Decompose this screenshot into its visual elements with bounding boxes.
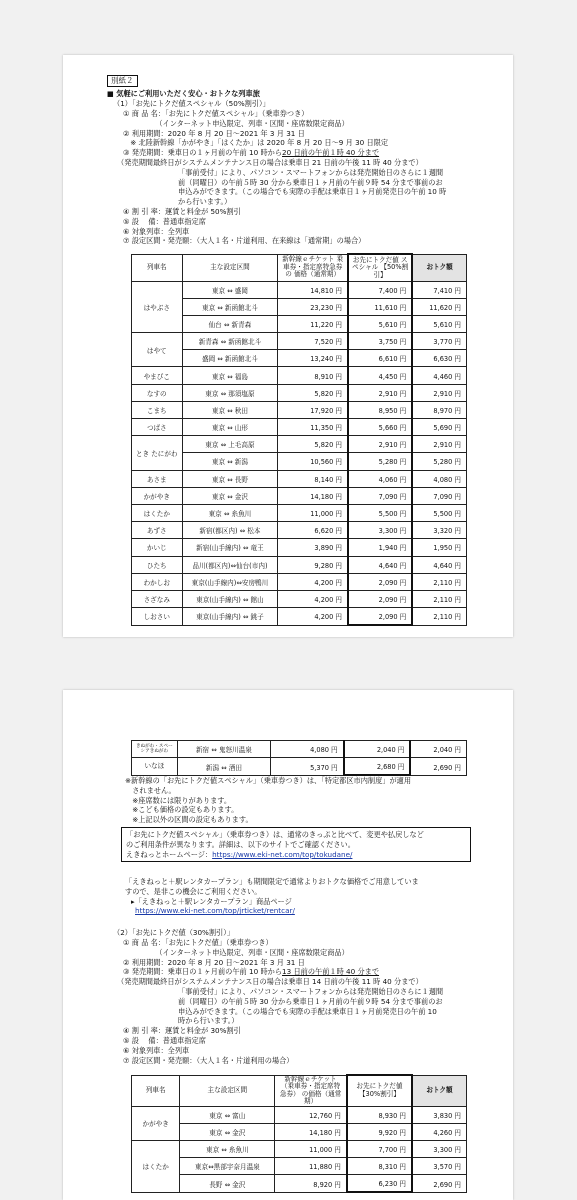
section-cell: 東京 ⇔ 那須塩原	[182, 384, 278, 401]
box-line: のご利用条件が異なります。詳細は、以下のサイトでご確認ください。	[126, 839, 355, 849]
savings-cell: 5,690 円	[412, 419, 466, 436]
special-price-cell: 1,940 円	[348, 539, 412, 556]
special-price-cell: 7,700 円	[347, 1140, 412, 1157]
train-name-cell: いなほ	[132, 758, 178, 776]
detail-line: ① 商 品 名：「お先にトクだ値」（乗車券つき）	[123, 938, 273, 947]
price-cell: 6,620 円	[278, 522, 348, 539]
detail-line: （インターネット申込限定、列車・区間・座席数限定商品）	[123, 118, 349, 128]
table-row	[132, 367, 467, 384]
detail-line: ② 利用期間：2020 年 8 月 20 日～2021 年 3 月 31 日	[123, 957, 305, 967]
table-row	[132, 1123, 467, 1140]
savings-cell: 5,610 円	[412, 315, 466, 332]
section-cell: 東京 ⇔ 長野	[182, 470, 278, 487]
detail-line: ② 利用期間：2020 年 8 月 20 日～2021 年 3 月 31 日	[123, 128, 305, 138]
rentacar-block	[125, 877, 419, 916]
savings-cell: 2,110 円	[412, 608, 466, 626]
rent-line: 「えきねっと＋駅レンタカープラン」も期間限定で通常よりおトクな価格でご用意していま	[125, 877, 419, 886]
special-price-cell: 3,300 円	[348, 522, 412, 539]
special-price-cell: 5,660 円	[348, 419, 412, 436]
savings-cell: 2,110 円	[412, 590, 466, 607]
subsection-title-2: （2）「お先にトクだ値（30%割引）」	[113, 928, 235, 937]
price-cell: 8,910 円	[278, 367, 348, 384]
table-row	[132, 487, 467, 504]
table-row	[132, 281, 467, 298]
section-cell: 東京 ⇔ 金沢	[182, 487, 278, 504]
train-name-cell: わかしお	[132, 573, 183, 590]
train-name-cell: ひたち	[132, 556, 183, 573]
table-row	[132, 384, 467, 401]
price-cell: 10,560 円	[278, 453, 348, 470]
section-heading: ■ 気軽にご利用いただく安心・おトクな列車旅	[107, 89, 260, 98]
price-cell: 14,810 円	[278, 281, 348, 298]
table-row	[132, 1158, 467, 1175]
detail-line: ① 商 品 名：「お先にトクだ値スペシャル」（乗車券つき）	[123, 109, 309, 118]
col-section: 主な設定区間	[180, 1075, 275, 1106]
col-train: 列車名	[132, 1075, 180, 1106]
detail-line: （発売期間最終日がシステムメンテナンス日の場合は乗車日 14 日前の午後 11 時 40 分まで）	[117, 977, 423, 987]
train-name-cell: とき たにがわ	[132, 436, 183, 470]
special-price-cell: 4,450 円	[348, 367, 412, 384]
price-cell: 4,200 円	[278, 608, 348, 626]
table-row	[132, 1140, 467, 1157]
savings-cell: 3,300 円	[412, 1140, 466, 1157]
section-cell: 新宿(都区内) ⇔ 松本	[182, 522, 278, 539]
savings-cell: 1,950 円	[412, 539, 466, 556]
section-cell: 品川(都区内)⇔仙台(市内)	[182, 556, 278, 573]
special-price-cell: 4,640 円	[348, 556, 412, 573]
sale-period-line: ③ 発売期間：乗車日の１ヶ月前の午前 10 時から20 日前の午前１時 40 分まで	[123, 148, 380, 158]
table-row	[132, 741, 467, 758]
table-row	[132, 419, 467, 436]
savings-cell: 3,570 円	[412, 1158, 466, 1175]
savings-cell: 3,830 円	[412, 1106, 466, 1123]
detail-line: ⑥ 対象列車：全列車	[123, 1045, 190, 1055]
train-name-cell: はやて	[132, 333, 183, 367]
savings-cell: 4,640 円	[412, 556, 466, 573]
savings-cell: 4,080 円	[412, 470, 466, 487]
special-price-cell: 5,610 円	[348, 315, 412, 332]
sale-deadline: 13 日前の午前１時 40 分まで	[282, 967, 380, 977]
savings-cell: 5,280 円	[412, 453, 466, 470]
price-cell: 7,520 円	[278, 333, 348, 350]
document-page-1	[63, 55, 513, 637]
special-price-cell: 7,400 円	[348, 281, 412, 298]
special-price-cell: 8,310 円	[347, 1158, 412, 1175]
box-link-line: えきねっとホームページ：https://www.eki-net.com/top/tokudane/	[126, 849, 353, 859]
detail-line: 前（同曜日）の午前５時 30 分から乗車日１ヶ月前の午前９時 54 分まで事前のお	[178, 996, 443, 1006]
savings-cell: 6,630 円	[412, 350, 466, 367]
detail-line: ※ 北陸新幹線「かがやき」「はくたか」は 2020 年 8 月 20 日～9 月 30 日限定	[123, 138, 389, 148]
train-name-cell: こまち	[132, 401, 183, 418]
savings-cell: 3,770 円	[412, 333, 466, 350]
price-cell: 11,350 円	[278, 419, 348, 436]
table-row	[132, 1106, 467, 1123]
special-price-cell: 2,910 円	[348, 384, 412, 401]
savings-cell: 3,320 円	[412, 522, 466, 539]
note-line: ※こども価格の設定もあります。	[125, 805, 239, 815]
special-price-cell: 2,680 円	[344, 758, 411, 776]
price-cell: 5,820 円	[278, 384, 348, 401]
detail-line: から行います。）	[178, 197, 232, 207]
train-name-cell: はくたか	[132, 504, 183, 521]
table-row	[132, 1175, 467, 1193]
price-cell: 11,000 円	[275, 1140, 347, 1157]
price-cell: 17,920 円	[278, 401, 348, 418]
box-line: 「お先にトクだ値スペシャル」（乗車券つき）は、通常のきっぷと比べて、変更や払戻しなど	[126, 830, 424, 839]
detail-line: ⑤ 設 備：普通車指定席	[123, 1035, 206, 1045]
special-price-cell: 6,610 円	[348, 350, 412, 367]
detail-line: 「事前受付」により、パソコン・スマートフォンからは発売開始日のさらに１週間	[178, 167, 444, 177]
table-row	[132, 758, 467, 776]
train-name-cell: つばさ	[132, 419, 183, 436]
table-row	[132, 401, 467, 418]
section-cell: 盛岡 ⇔ 新函館北斗	[182, 350, 278, 367]
price-cell: 13,240 円	[278, 350, 348, 367]
table-row	[132, 556, 467, 573]
section-cell: 東京 ⇔ 福島	[182, 367, 278, 384]
savings-cell: 2,110 円	[412, 573, 466, 590]
savings-cell: 4,460 円	[412, 367, 466, 384]
section-cell: 東京 ⇔ 糸魚川	[180, 1140, 275, 1157]
col-train: 列車名	[132, 254, 183, 281]
detail-line: ⑤ 設 備：普通車指定席	[123, 216, 206, 226]
sale-deadline: 20 日前の午前１時 40 分まで	[282, 148, 380, 158]
price-cell: 3,890 円	[278, 539, 348, 556]
price-cell: 11,000 円	[278, 504, 348, 521]
train-name-cell: かがやき	[132, 1106, 180, 1140]
train-name-cell: きぬがわ・スペーシアきぬがわ	[132, 741, 178, 758]
price-cell: 14,180 円	[275, 1123, 347, 1140]
special-price-cell: 2,910 円	[348, 436, 412, 453]
train-name-cell: さざなみ	[132, 590, 183, 607]
detail-line: ⑥ 対象列車：全列車	[123, 226, 190, 236]
detail-line: ⑦ 設定区間・発売額：（大人１名・片道利用、在来線は「通常期」の場合）	[123, 236, 366, 246]
savings-cell: 2,690 円	[410, 758, 466, 776]
special-price-cell: 5,280 円	[348, 453, 412, 470]
rent-line: すので、是非この機会にご利用ください。	[125, 886, 262, 896]
price-cell: 8,920 円	[275, 1175, 347, 1193]
special-price-cell: 8,950 円	[348, 401, 412, 418]
special-price-cell: 2,090 円	[348, 590, 412, 607]
savings-cell: 2,910 円	[412, 436, 466, 453]
col-savings: おトク額	[412, 1075, 466, 1106]
table-row	[132, 590, 467, 607]
savings-cell: 5,500 円	[412, 504, 466, 521]
rentacar-link[interactable]: https://www.eki-net.com/top/jrticket/rentcar/	[135, 906, 295, 916]
section-cell: 新宿 ⇔ 鬼怒川温泉	[177, 741, 270, 758]
savings-cell: 2,910 円	[412, 384, 466, 401]
section-cell: 東京 ⇔ 盛岡	[182, 281, 278, 298]
section-cell: 新潟 ⇔ 酒田	[177, 758, 270, 776]
savings-cell: 7,090 円	[412, 487, 466, 504]
train-name-cell: やまびこ	[132, 367, 183, 384]
col-special: お先にトクだ値 スペシャル 【50%割引】	[348, 254, 412, 281]
train-name-cell: かがやき	[132, 487, 183, 504]
table-row	[132, 350, 467, 367]
table-row	[132, 608, 467, 626]
section-cell: 長野 ⇔ 金沢	[180, 1175, 275, 1193]
col-price: 新幹線ｅチケット 乗車券・指定席特急券の 価格（通常期）	[278, 254, 348, 281]
detail-line: 「事前受付」により、パソコン・スマートフォンからは発売開始日のさらに１週間	[178, 986, 444, 996]
special-price-cell: 3,750 円	[348, 333, 412, 350]
savings-cell: 4,260 円	[412, 1123, 466, 1140]
section-cell: 東京⇔黒部宇奈月温泉	[180, 1158, 275, 1175]
section-cell: 東京 ⇔ 山形	[182, 419, 278, 436]
train-name-cell: はくたか	[132, 1140, 180, 1192]
col-section: 主な設定区間	[182, 254, 278, 281]
train-name-cell: かいじ	[132, 539, 183, 556]
special-price-cell: 6,230 円	[347, 1175, 412, 1193]
sale-period-line: ③ 発売期間：乗車日の１ヶ月前の午前 10 時から13 日前の午前１時 40 分まで	[123, 967, 380, 977]
detail-line: ④ 割 引 率：運賃と料金が 30%割引	[123, 1026, 241, 1036]
price-cell: 11,880 円	[275, 1158, 347, 1175]
train-name-cell: しおさい	[132, 608, 183, 626]
price-cell: 8,140 円	[278, 470, 348, 487]
table-row	[132, 315, 467, 332]
savings-cell: 2,040 円	[410, 741, 466, 758]
savings-cell: 7,410 円	[412, 281, 466, 298]
price-cell: 4,200 円	[278, 590, 348, 607]
table-row	[132, 333, 467, 350]
note-line: ※座席数には限りがあります。	[125, 795, 232, 805]
product-details-2	[117, 938, 444, 1065]
section-cell: 東京(山手線内) ⇔ 館山	[182, 590, 278, 607]
price-cell: 4,080 円	[271, 741, 344, 758]
section-cell: 東京 ⇔ 秋田	[182, 401, 278, 418]
train-name-cell: なすの	[132, 384, 183, 401]
price-cell: 5,370 円	[271, 758, 344, 776]
conditions-box	[121, 827, 471, 862]
section-cell: 新宿(山手線内) ⇔ 竜王	[182, 539, 278, 556]
special-price-cell: 7,090 円	[348, 487, 412, 504]
detail-line: ④ 割 引 率：運賃と料金が 50%割引	[123, 206, 241, 216]
section-cell: 東京 ⇔ 糸魚川	[182, 504, 278, 521]
subsection-title-1: （1）「お先にトクだ値スペシャル（50%割引）」	[113, 99, 270, 108]
section-cell: 東京 ⇔ 新函館北斗	[182, 298, 278, 315]
section-cell: 東京 ⇔ 上毛高原	[182, 436, 278, 453]
price-cell: 5,820 円	[278, 436, 348, 453]
price-cell: 23,230 円	[278, 298, 348, 315]
detail-line: ⑦ 設定区間・発売額：（大人１名・片道利用の場合）	[123, 1055, 294, 1065]
product-details-1	[117, 109, 447, 246]
fare-table-30	[131, 1074, 467, 1193]
detail-line: 申込みができます。（この場合でも実際の手配は乗車日１ヶ月前発売日の午前 10	[178, 1006, 437, 1016]
savings-cell: 2,690 円	[412, 1175, 466, 1193]
detail-line: 申込みができます。（この場合でも実際の手配は乗車日１ヶ月前発売日の午前 10 時	[178, 187, 447, 197]
train-name-cell: あさま	[132, 470, 183, 487]
savings-cell: 8,970 円	[412, 401, 466, 418]
section-cell: 仙台 ⇔ 新青森	[182, 315, 278, 332]
table-row	[132, 539, 467, 556]
table-row	[132, 504, 467, 521]
attachment-tag: 別紙２	[107, 75, 138, 87]
special-price-cell: 8,930 円	[347, 1106, 412, 1123]
special-price-cell: 11,610 円	[348, 298, 412, 315]
section-cell: 新青森 ⇔ 新函館北斗	[182, 333, 278, 350]
detail-line: 時から行います。）	[178, 1016, 239, 1026]
tokudane-link[interactable]: https://www.eki-net.com/top/tokudane/	[212, 849, 353, 859]
price-cell: 4,200 円	[278, 573, 348, 590]
price-cell: 12,760 円	[275, 1106, 347, 1123]
table-row	[132, 470, 467, 487]
savings-cell: 11,620 円	[412, 298, 466, 315]
price-cell: 14,180 円	[278, 487, 348, 504]
section-cell: 東京 ⇔ 金沢	[180, 1123, 275, 1140]
special-price-cell: 5,500 円	[348, 504, 412, 521]
table-row	[132, 436, 467, 453]
detail-line: 前（同曜日）の午前５時 30 分から乗車日１ヶ月前の午前９時 54 分まで事前のお	[178, 177, 443, 187]
price-cell: 11,220 円	[278, 315, 348, 332]
section-cell: 東京 ⇔ 新潟	[182, 453, 278, 470]
table-row	[132, 573, 467, 590]
col-special: お先にトクだ値 【30%割引】	[347, 1075, 412, 1106]
note-line: ※新幹線の「お先にトクだ値スペシャル」（乗車券つき）は、「特定都区市内制度」が適用	[125, 776, 412, 785]
table-row	[132, 522, 467, 539]
detail-line: （発売期間最終日がシステムメンテナンス日の場合は乗車日 21 日前の午後 11 時 40 分まで）	[117, 157, 423, 167]
special-price-cell: 4,060 円	[348, 470, 412, 487]
special-price-cell: 2,040 円	[344, 741, 411, 758]
section-cell: 東京(山手線内)⇔安房鴨川	[182, 573, 278, 590]
document-page-2	[63, 690, 513, 1200]
table-row	[132, 298, 467, 315]
col-savings: おトク額	[412, 254, 466, 281]
train-name-cell: あずさ	[132, 522, 183, 539]
table-row	[132, 453, 467, 470]
fare-table-50	[131, 253, 467, 626]
section-cell: 東京(山手線内) ⇔ 銚子	[182, 608, 278, 626]
notes-block	[125, 776, 411, 825]
special-price-cell: 9,920 円	[347, 1123, 412, 1140]
section-cell: 東京 ⇔ 富山	[180, 1106, 275, 1123]
rent-bullet: ▸「えきねっと＋駅レンタカープラン」商品ページ	[131, 896, 292, 906]
special-price-cell: 2,090 円	[348, 573, 412, 590]
train-name-cell: はやぶさ	[132, 281, 183, 333]
detail-line: （インターネット申込限定、列車・区間・座席数限定商品）	[123, 947, 349, 957]
note-line: ※上記以外の区間の設定もあります。	[125, 815, 253, 825]
note-line: されません。	[125, 785, 176, 795]
special-price-cell: 2,090 円	[348, 608, 412, 626]
price-cell: 9,280 円	[278, 556, 348, 573]
fare-table-50-continued	[131, 740, 467, 776]
col-price: 新幹線ｅチケット （乗車券・指定席特急券） の価格（通常期）	[275, 1075, 347, 1106]
